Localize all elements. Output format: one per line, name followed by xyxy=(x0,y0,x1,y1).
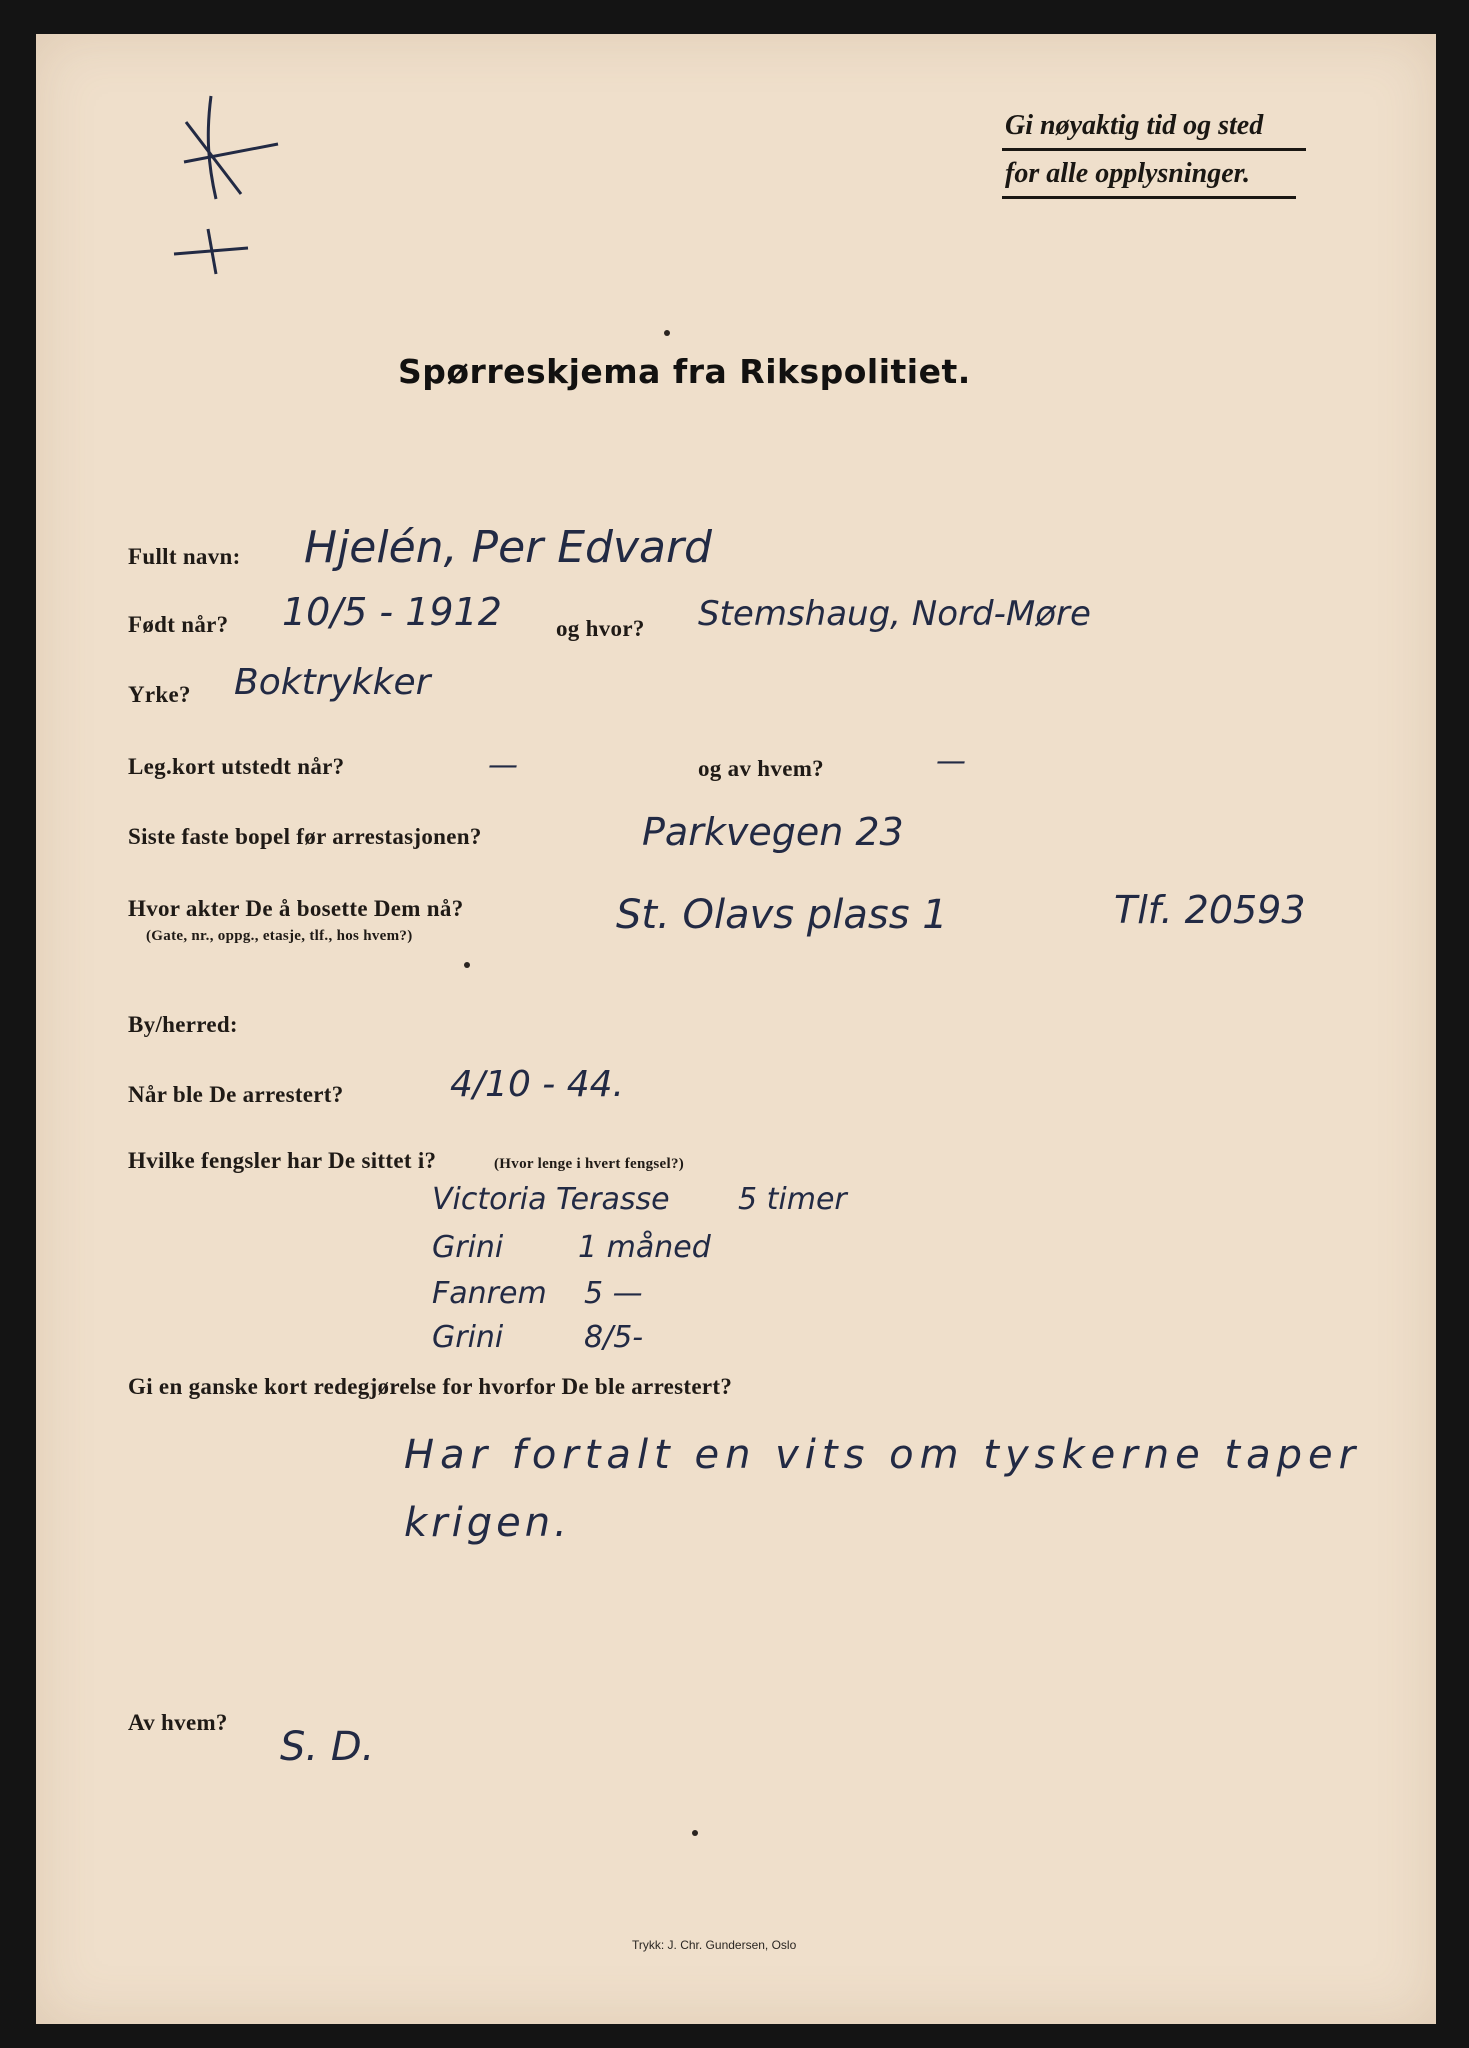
value-occupation: Boktrykker xyxy=(234,662,431,703)
value-id-card-by: — xyxy=(936,744,966,779)
form-sheet xyxy=(36,34,1436,2024)
label-reason: Gi en ganske kort redegjørelse for hvorfor De ble arrestert? xyxy=(128,1374,733,1399)
sublabel-prisons: (Hvor lenge i hvert fengsel?) xyxy=(494,1156,685,1172)
label-prisons: Hvilke fengsler har De sittet i? xyxy=(128,1148,437,1173)
form-title: Spørreskjema fra Rikspolitiet. xyxy=(398,352,971,391)
header-note-line1: Gi nøyaktig tid og sted xyxy=(1005,110,1264,141)
handwritten-cross-marks xyxy=(36,34,336,294)
value-settle-address: St. Olavs plass 1 xyxy=(616,892,948,938)
label-born-where: og hvor? xyxy=(556,616,645,641)
value-reason-line1: Har fortalt en vits om tyskerne taper xyxy=(404,1432,1362,1478)
prison-duration: 8/5- xyxy=(584,1320,644,1355)
label-town: By/herred: xyxy=(128,1012,238,1037)
prison-duration: 5 timer xyxy=(738,1182,847,1217)
value-settle-phone: Tlf. 20593 xyxy=(1114,888,1306,932)
value-full-name: Hjelén, Per Edvard xyxy=(304,522,712,573)
label-id-card-by: og av hvem? xyxy=(698,756,824,781)
value-by-whom: S. D. xyxy=(280,1724,375,1770)
label-by-whom: Av hvem? xyxy=(128,1710,228,1735)
prison-place: Grini xyxy=(432,1230,504,1265)
prison-place: Grini xyxy=(432,1320,504,1355)
value-born-where: Stemshaug, Nord-Møre xyxy=(698,594,1091,634)
prison-place: Fanrem xyxy=(432,1276,547,1311)
label-full-name: Fullt navn: xyxy=(128,544,241,569)
value-arrested-when: 4/10 - 44. xyxy=(450,1064,624,1105)
ink-dot xyxy=(464,962,470,968)
value-id-card-when: — xyxy=(488,748,518,783)
label-born-when: Født når? xyxy=(128,612,229,637)
label-settle: Hvor akter De å bosette Dem nå? xyxy=(128,896,464,921)
value-last-residence: Parkvegen 23 xyxy=(642,810,904,854)
header-note-rule2 xyxy=(1002,196,1296,199)
value-reason-line2: krigen. xyxy=(404,1500,571,1546)
header-note-line2: for alle opplysninger. xyxy=(1005,158,1251,189)
prison-duration: 5 — xyxy=(584,1276,643,1311)
printer-imprint: Trykk: J. Chr. Gundersen, Oslo xyxy=(632,1938,797,1952)
value-born-when: 10/5 - 1912 xyxy=(282,590,502,634)
ink-dot xyxy=(692,1830,698,1836)
label-id-card-when: Leg.kort utstedt når? xyxy=(128,754,345,779)
label-last-residence: Siste faste bopel før arrestasjonen? xyxy=(128,824,482,849)
sublabel-settle: (Gate, nr., oppg., etasje, tlf., hos hvem?) xyxy=(146,928,413,944)
header-note-rule1 xyxy=(1002,148,1306,151)
prison-place: Victoria Terasse xyxy=(432,1182,670,1217)
ink-dot xyxy=(664,330,670,336)
prison-duration: 1 måned xyxy=(578,1230,711,1265)
label-arrested-when: Når ble De arrestert? xyxy=(128,1082,344,1107)
label-occupation: Yrke? xyxy=(128,682,191,707)
